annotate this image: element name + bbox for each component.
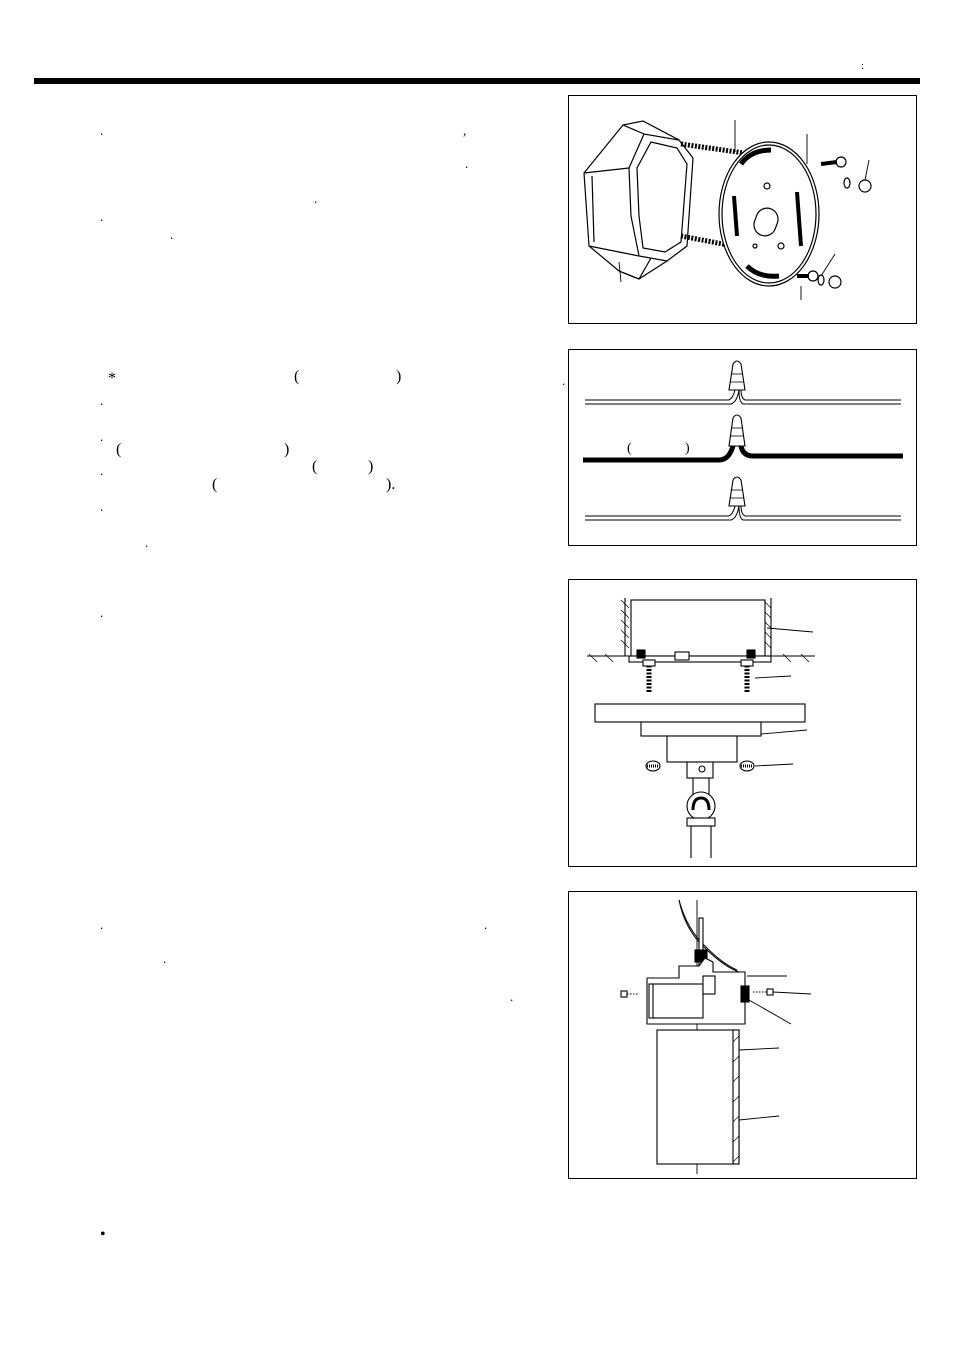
canopy-mounting-drawing — [569, 580, 918, 868]
figure-wire-connections — [568, 349, 917, 546]
text-mark: ) — [396, 368, 402, 385]
header-rule — [34, 78, 920, 84]
wire-connections-drawing — [569, 350, 918, 547]
text-mark: ( — [212, 476, 218, 493]
text-mark: . — [100, 429, 104, 444]
bullet-mark: • — [100, 1226, 106, 1243]
text-mark: . — [465, 156, 469, 171]
header-colon: : — [861, 60, 865, 72]
text-mark: ) — [284, 441, 290, 458]
text-mark: . — [100, 499, 104, 514]
text-mark: . — [510, 989, 514, 1004]
text-mark: . — [100, 605, 104, 620]
text-mark: . — [170, 227, 174, 242]
wire-label-open-paren: ( — [627, 441, 632, 456]
shade-assembly-drawing — [569, 892, 918, 1180]
text-mark: ) — [368, 458, 374, 475]
mounting-bracket-drawing — [569, 96, 918, 325]
text-mark: . — [562, 373, 566, 388]
text-mark: . — [100, 123, 104, 138]
text-mark: . — [314, 191, 318, 206]
wire-label-close-paren: ) — [685, 441, 690, 456]
text-mark: . — [100, 393, 104, 408]
figure-shade-assembly — [568, 891, 917, 1179]
figure-mounting-bracket — [568, 95, 917, 324]
text-mark: * — [108, 370, 116, 387]
text-mark: ( — [294, 368, 300, 385]
text-mark: ( — [312, 458, 318, 475]
text-mark: ). — [386, 476, 396, 493]
text-mark: , — [463, 123, 467, 138]
text-mark: . — [484, 917, 488, 932]
text-mark: . — [145, 535, 149, 550]
figure-canopy-mounting — [568, 579, 917, 867]
text-mark: . — [100, 917, 104, 932]
text-mark: . — [100, 209, 104, 224]
text-mark: . — [100, 463, 104, 478]
text-mark: . — [163, 951, 167, 966]
text-mark: ( — [116, 441, 122, 458]
